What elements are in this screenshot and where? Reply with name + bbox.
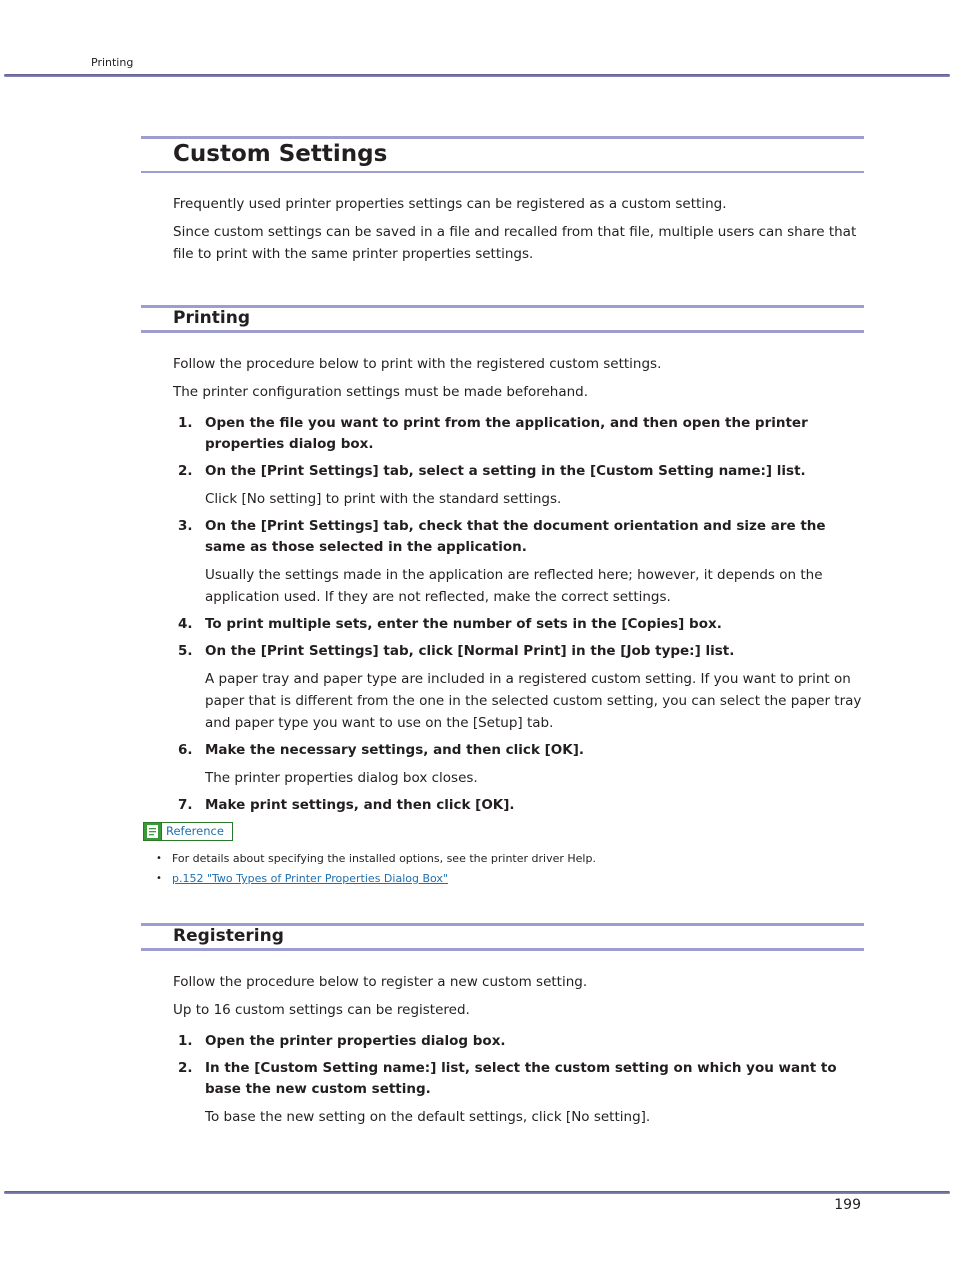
step-item [141, 740, 864, 789]
page-content [141, 136, 864, 1134]
step-text: On the [Print Settings] tab, check that the document orientation and size are the same as those selected in the application. [205, 518, 826, 555]
running-header: Printing [91, 56, 134, 69]
step-note: The printer properties dialog box closes. [205, 770, 478, 786]
reference-label: Reference [162, 822, 233, 841]
registering-paragraph-1: Follow the procedure below to register a new custom setting. [173, 974, 588, 990]
step-item [141, 795, 864, 816]
step-item [141, 1031, 864, 1052]
step-item [141, 614, 864, 635]
step-item [141, 516, 864, 608]
printing-paragraph-2: The printer configuration settings must be made beforehand. [173, 384, 589, 400]
reference-icon [143, 822, 162, 841]
header-rule [4, 74, 950, 77]
reference-item [141, 849, 864, 869]
registering-steps [141, 1031, 864, 1128]
page-title: Custom Settings [141, 136, 864, 173]
step-number: 4. [178, 616, 193, 632]
registering-paragraph-2: Up to 16 custom settings can be registered. [173, 1002, 470, 1018]
step-note: A paper tray and paper type are included in a registered custom setting. If you want to print on paper that is different from the one in the selected custom setting, you can select the paper tray and paper type you want to use on the [Setup] tab. [205, 671, 862, 731]
reference-list [141, 849, 864, 889]
page-number: 199 [834, 1197, 861, 1213]
step-number: 6. [178, 742, 193, 758]
step-number: 3. [178, 518, 193, 534]
step-number: 5. [178, 643, 193, 659]
step-item [141, 641, 864, 734]
reference-item-text: For details about specifying the installed options, see the printer driver Help. [172, 852, 596, 865]
step-note: To base the new setting on the default settings, click [No setting]. [205, 1109, 651, 1125]
intro-paragraph-1: Frequently used printer properties settings can be registered as a custom setting. [173, 196, 727, 212]
step-text: On the [Print Settings] tab, select a setting in the [Custom Setting name:] list. [205, 463, 806, 479]
step-note: Click [No setting] to print with the standard settings. [205, 491, 562, 507]
step-number: 2. [178, 463, 193, 479]
step-text: Open the file you want to print from the application, and then open the printer properties dialog box. [205, 415, 808, 452]
step-text: In the [Custom Setting name:] list, select the custom setting on which you want to base the new custom setting. [205, 1060, 837, 1097]
printing-paragraph-1: Follow the procedure below to print with the registered custom settings. [173, 356, 662, 372]
step-text: Open the printer properties dialog box. [205, 1033, 506, 1049]
section-heading-registering: Registering [141, 923, 864, 951]
section-heading-printing: Printing [141, 305, 864, 333]
step-note: Usually the settings made in the application are reflected here; however, it depends on the application used. If they are not reflected, make the correct settings. [205, 567, 823, 605]
intro-paragraph-2: Since custom settings can be saved in a file and recalled from that file, multiple users can share that file to print with the same printer properties settings. [173, 224, 857, 262]
footer-rule [4, 1191, 950, 1194]
step-number: 2. [178, 1060, 193, 1076]
step-number: 1. [178, 415, 193, 431]
reference-badge [143, 822, 864, 841]
step-text: Make print settings, and then click [OK]. [205, 797, 515, 813]
step-number: 1. [178, 1033, 193, 1049]
reference-link[interactable]: p.152 "Two Types of Printer Properties Dialog Box" [172, 872, 448, 885]
reference-item [141, 869, 864, 889]
step-text: Make the necessary settings, and then click [OK]. [205, 742, 585, 758]
step-number: 7. [178, 797, 193, 813]
step-item [141, 1058, 864, 1128]
step-item [141, 413, 864, 455]
step-item [141, 461, 864, 510]
printing-steps [141, 413, 864, 816]
step-text: On the [Print Settings] tab, click [Normal Print] in the [Job type:] list. [205, 643, 735, 659]
step-text: To print multiple sets, enter the number of sets in the [Copies] box. [205, 616, 722, 632]
